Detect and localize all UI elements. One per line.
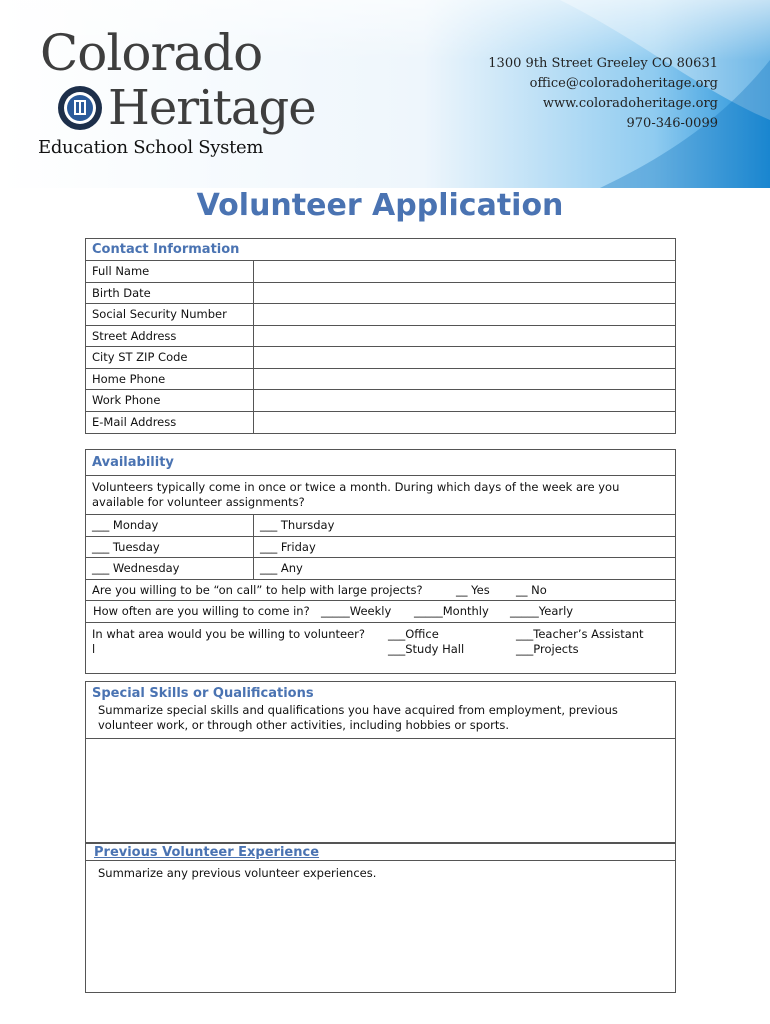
day-monday[interactable]: ___ Monday bbox=[86, 515, 254, 536]
page-title: Volunteer Application bbox=[196, 188, 564, 223]
field-label: Birth Date bbox=[86, 283, 254, 304]
contact-heading: Contact Information bbox=[86, 239, 675, 261]
street-address-field[interactable] bbox=[254, 326, 675, 347]
field-label: E-Mail Address bbox=[86, 412, 254, 434]
skills-instructions: Summarize special skills and qualifications you have acquired from employment, previous volunteer work, or through other activities, including hobbies or sports. bbox=[86, 701, 675, 739]
school-website: www.coloradoheritage.org bbox=[542, 96, 718, 111]
contact-row bbox=[86, 261, 675, 283]
day-wednesday[interactable]: ___ Wednesday bbox=[86, 558, 254, 579]
contact-row bbox=[86, 283, 675, 305]
oncall-yes-option[interactable]: __ Yes bbox=[456, 582, 490, 597]
frequency-weekly-option[interactable]: _____Weekly bbox=[321, 604, 392, 618]
area-question: In what area would you be willing to volunteer? bbox=[92, 626, 365, 641]
contact-row bbox=[86, 304, 675, 326]
contact-row bbox=[86, 347, 675, 369]
school-contact-block bbox=[488, 54, 718, 134]
area-row bbox=[86, 623, 675, 673]
skills-heading: Special Skills or Qualifications bbox=[92, 686, 314, 701]
school-email: office@coloradoheritage.org bbox=[529, 76, 718, 91]
logo-subtitle: Education School System bbox=[38, 137, 264, 158]
school-address: 1300 9th Street Greeley CO 80631 bbox=[488, 56, 718, 71]
contact-row bbox=[86, 369, 675, 391]
ssn-field[interactable] bbox=[254, 304, 675, 325]
logo-colorado: Colorado bbox=[40, 24, 263, 82]
day-tuesday[interactable]: ___ Tuesday bbox=[86, 537, 254, 558]
oncall-question: Are you willing to be “on call” to help with large projects? bbox=[92, 582, 423, 597]
field-label: Work Phone bbox=[86, 390, 254, 411]
area-teacher-assistant-option[interactable]: ___Teacher’s Assistant bbox=[516, 626, 644, 641]
area-projects-option[interactable]: ___Projects bbox=[516, 641, 579, 656]
experience-section bbox=[85, 843, 676, 993]
city-state-zip-field[interactable] bbox=[254, 347, 675, 368]
area-study-hall-option[interactable]: ___Study Hall bbox=[388, 641, 465, 656]
day-row bbox=[86, 537, 675, 559]
field-label: City ST ZIP Code bbox=[86, 347, 254, 368]
frequency-question: How often are you willing to come in? bbox=[93, 604, 310, 618]
field-label: Home Phone bbox=[86, 369, 254, 390]
school-seal-icon bbox=[57, 85, 103, 131]
experience-instructions: Summarize any previous volunteer experiences. bbox=[98, 866, 377, 880]
school-phone: 970-346-0099 bbox=[626, 116, 718, 131]
contact-section bbox=[85, 238, 676, 434]
skills-answer-area[interactable] bbox=[86, 739, 675, 835]
home-phone-field[interactable] bbox=[254, 369, 675, 390]
skills-section bbox=[85, 681, 676, 843]
contact-row bbox=[86, 412, 675, 434]
experience-heading: Previous Volunteer Experience bbox=[86, 844, 675, 861]
day-friday[interactable]: ___ Friday bbox=[260, 539, 316, 554]
frequency-row bbox=[86, 601, 675, 623]
availability-intro: Volunteers typically come in once or twice a month. During which days of the week are you available for volunteer assignments? bbox=[86, 476, 675, 515]
area-office-option[interactable]: ___Office bbox=[388, 626, 439, 641]
frequency-monthly-option[interactable]: _____Monthly bbox=[414, 604, 489, 618]
contact-row bbox=[86, 326, 675, 348]
field-label: Street Address bbox=[86, 326, 254, 347]
full-name-field[interactable] bbox=[254, 261, 675, 282]
birth-date-field[interactable] bbox=[254, 283, 675, 304]
email-field[interactable] bbox=[254, 412, 675, 434]
day-any[interactable]: ___ Any bbox=[260, 561, 303, 575]
logo-heritage: Heritage bbox=[108, 80, 316, 136]
field-label: Social Security Number bbox=[86, 304, 254, 325]
oncall-no-option[interactable]: __ No bbox=[516, 582, 547, 597]
oncall-row bbox=[86, 580, 675, 602]
day-row bbox=[86, 515, 675, 537]
frequency-yearly-option[interactable]: _____Yearly bbox=[510, 604, 574, 618]
availability-heading: Availability bbox=[86, 450, 675, 476]
day-thursday[interactable]: ___ Thursday bbox=[260, 518, 335, 532]
experience-answer-area[interactable] bbox=[86, 886, 675, 986]
contact-row bbox=[86, 390, 675, 412]
field-label: Full Name bbox=[86, 261, 254, 282]
day-row bbox=[86, 558, 675, 580]
letterhead bbox=[0, 0, 770, 188]
work-phone-field[interactable] bbox=[254, 390, 675, 411]
availability-section bbox=[85, 449, 676, 674]
area-extra-mark: l bbox=[92, 641, 96, 656]
